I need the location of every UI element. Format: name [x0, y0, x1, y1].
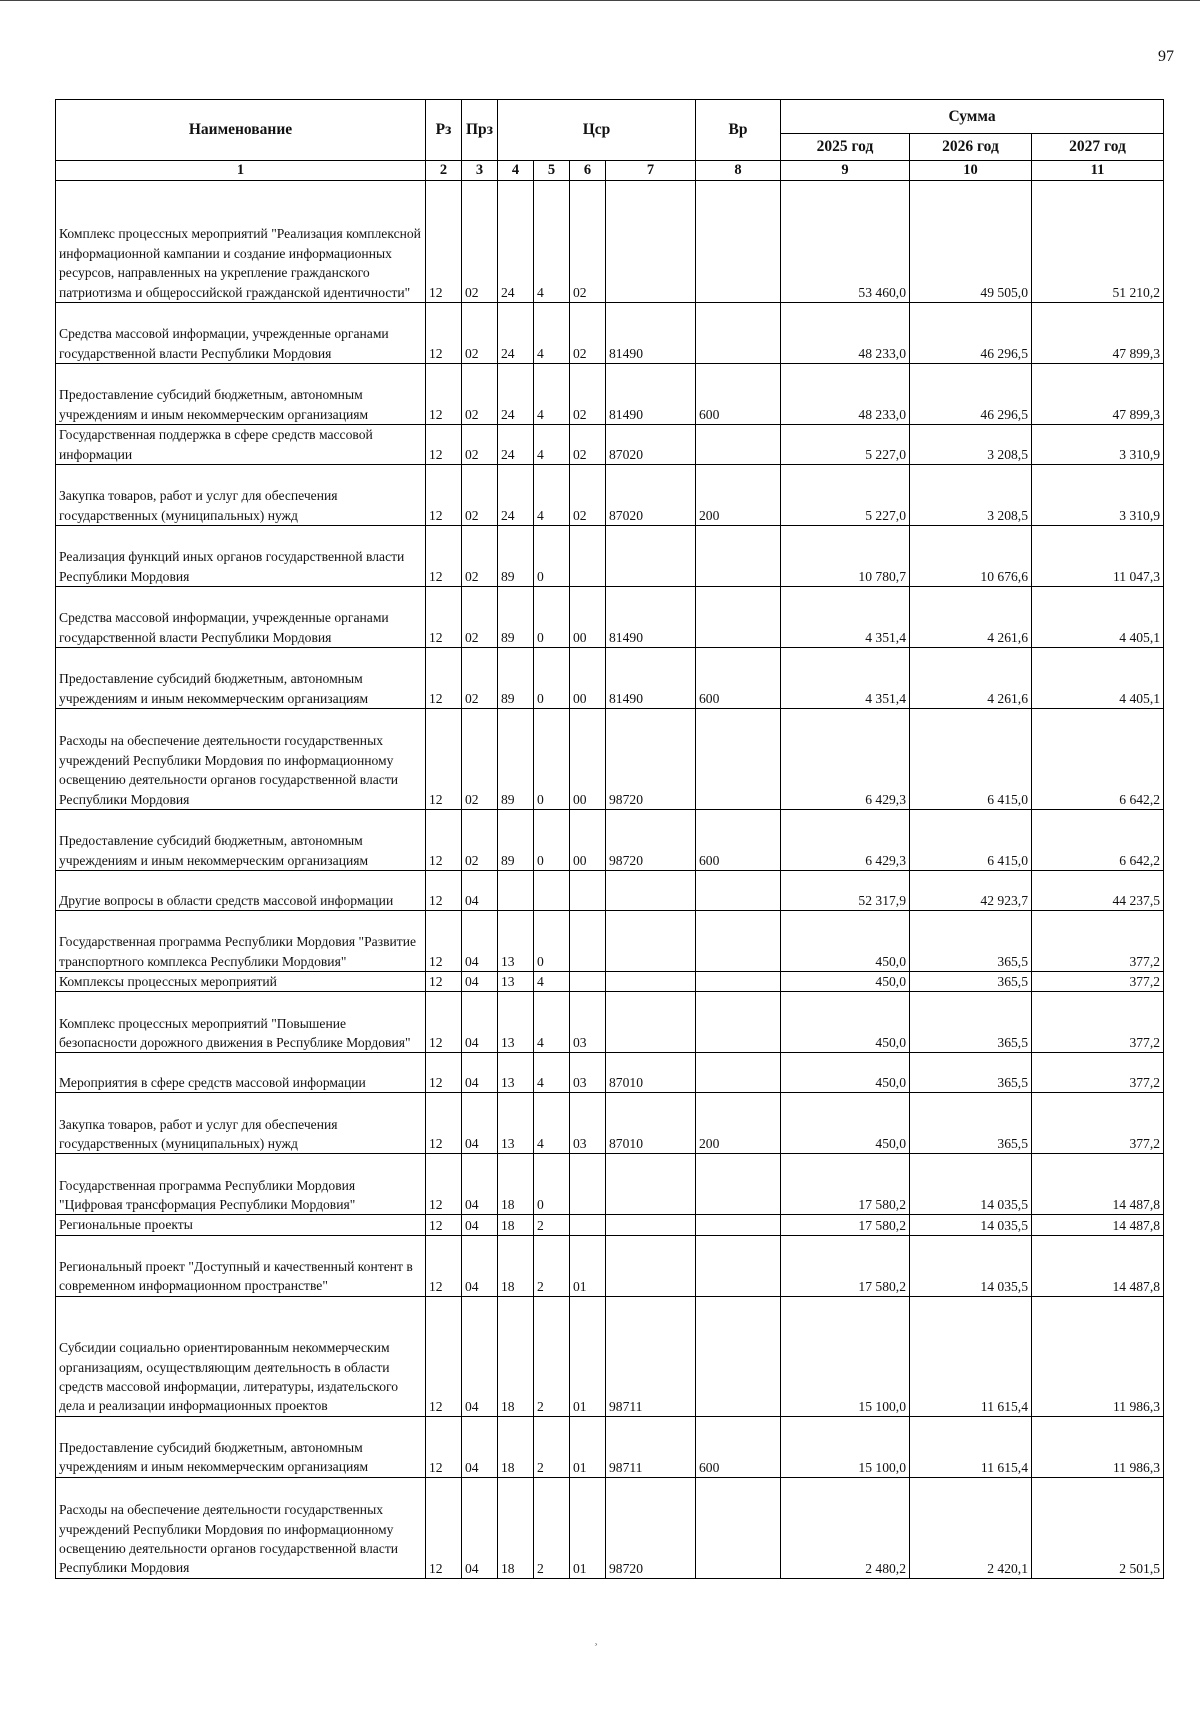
row-sum-2025: 17 580,2 — [781, 1235, 910, 1296]
row-sum-2026: 365,5 — [910, 911, 1032, 972]
row-csr-direction: 98711 — [606, 1416, 696, 1477]
row-vr — [696, 425, 781, 465]
row-csr-subprogram: 02 — [570, 303, 606, 364]
row-vr — [696, 181, 781, 303]
row-vr — [696, 972, 781, 992]
row-name: Расходы на обеспечение деятельности государственных учреждений Республики Мордовия по информационному освещению деятельности органов государственной власти Республики Мордовия — [56, 1477, 426, 1578]
header-year-2027: 2027 год — [1032, 134, 1164, 161]
row-csr-program: 24 — [498, 303, 534, 364]
row-csr-type: 4 — [534, 303, 570, 364]
row-sum-2025: 6 429,3 — [781, 810, 910, 871]
row-name: Средства массовой информации, учрежденные органами государственной власти Республики Мордовия — [56, 303, 426, 364]
row-sum-2026: 14 035,5 — [910, 1235, 1032, 1296]
row-csr-type: 0 — [534, 810, 570, 871]
row-csr-type: 0 — [534, 1154, 570, 1215]
row-prz: 04 — [462, 1477, 498, 1578]
row-rz: 12 — [426, 871, 462, 911]
row-sum-2026: 14 035,5 — [910, 1154, 1032, 1215]
row-csr-direction: 87020 — [606, 425, 696, 465]
row-sum-2026: 6 415,0 — [910, 810, 1032, 871]
row-name: Предоставление субсидий бюджетным, автономным учреждениям и иным некоммерческим организациям — [56, 648, 426, 709]
row-sum-2027: 11 047,3 — [1032, 526, 1164, 587]
row-rz: 12 — [426, 1416, 462, 1477]
table-row — [56, 1416, 1164, 1477]
row-sum-2025: 53 460,0 — [781, 181, 910, 303]
row-rz: 12 — [426, 425, 462, 465]
column-number: 2 — [426, 161, 462, 181]
row-csr-direction: 87010 — [606, 1053, 696, 1093]
table-row — [56, 465, 1164, 526]
row-rz: 12 — [426, 1093, 462, 1154]
row-sum-2027: 11 986,3 — [1032, 1416, 1164, 1477]
row-sum-2026: 365,5 — [910, 1053, 1032, 1093]
row-sum-2026: 46 296,5 — [910, 364, 1032, 425]
row-sum-2025: 5 227,0 — [781, 425, 910, 465]
row-prz: 04 — [462, 992, 498, 1053]
row-csr-subprogram: 02 — [570, 181, 606, 303]
row-name: Средства массовой информации, учрежденные органами государственной власти Республики Мордовия — [56, 587, 426, 648]
row-sum-2025: 6 429,3 — [781, 709, 910, 810]
row-rz: 12 — [426, 526, 462, 587]
row-vr: 200 — [696, 465, 781, 526]
row-sum-2027: 51 210,2 — [1032, 181, 1164, 303]
row-name: Предоставление субсидий бюджетным, автономным учреждениям и иным некоммерческим организациям — [56, 810, 426, 871]
row-prz: 02 — [462, 526, 498, 587]
column-number: 8 — [696, 161, 781, 181]
row-sum-2027: 3 310,9 — [1032, 425, 1164, 465]
row-rz: 12 — [426, 810, 462, 871]
row-prz: 04 — [462, 1215, 498, 1235]
row-sum-2027: 14 487,8 — [1032, 1154, 1164, 1215]
row-sum-2026: 6 415,0 — [910, 709, 1032, 810]
row-sum-2027: 44 237,5 — [1032, 871, 1164, 911]
column-number: 5 — [534, 161, 570, 181]
row-csr-direction — [606, 911, 696, 972]
row-sum-2026: 46 296,5 — [910, 303, 1032, 364]
row-csr-direction: 87020 — [606, 465, 696, 526]
row-vr: 600 — [696, 648, 781, 709]
row-csr-subprogram: 02 — [570, 465, 606, 526]
row-csr-program: 24 — [498, 465, 534, 526]
row-vr: 200 — [696, 1093, 781, 1154]
row-csr-subprogram: 01 — [570, 1296, 606, 1416]
row-sum-2026: 11 615,4 — [910, 1296, 1032, 1416]
row-csr-type: 2 — [534, 1296, 570, 1416]
row-sum-2025: 450,0 — [781, 911, 910, 972]
row-csr-program: 24 — [498, 181, 534, 303]
row-csr-direction: 98711 — [606, 1296, 696, 1416]
row-sum-2026: 2 420,1 — [910, 1477, 1032, 1578]
column-number: 1 — [56, 161, 426, 181]
row-csr-direction — [606, 1215, 696, 1235]
row-csr-subprogram: 01 — [570, 1416, 606, 1477]
row-vr: 600 — [696, 810, 781, 871]
row-csr-type: 4 — [534, 181, 570, 303]
row-vr: 600 — [696, 1416, 781, 1477]
row-sum-2026: 11 615,4 — [910, 1416, 1032, 1477]
row-prz: 04 — [462, 1235, 498, 1296]
header-summa: Сумма — [781, 100, 1164, 134]
row-vr — [696, 1053, 781, 1093]
row-csr-subprogram — [570, 1154, 606, 1215]
row-csr-program: 18 — [498, 1296, 534, 1416]
row-csr-subprogram: 00 — [570, 810, 606, 871]
table-row — [56, 425, 1164, 465]
row-csr-program — [498, 871, 534, 911]
row-prz: 04 — [462, 1416, 498, 1477]
row-name: Субсидии социально ориентированным некоммерческим организациям, осуществляющим деятельность в области средств массовой информации, литературы, издательского дела и реализации информационных проектов — [56, 1296, 426, 1416]
row-csr-direction: 98720 — [606, 1477, 696, 1578]
scan-mark: ¸ — [594, 1632, 598, 1646]
row-csr-type: 0 — [534, 911, 570, 972]
row-sum-2026: 365,5 — [910, 1093, 1032, 1154]
row-sum-2027: 11 986,3 — [1032, 1296, 1164, 1416]
row-rz: 12 — [426, 992, 462, 1053]
row-csr-direction: 98720 — [606, 810, 696, 871]
row-csr-direction — [606, 972, 696, 992]
row-csr-direction — [606, 992, 696, 1053]
row-csr-subprogram: 02 — [570, 364, 606, 425]
row-csr-type: 4 — [534, 972, 570, 992]
row-sum-2025: 52 317,9 — [781, 871, 910, 911]
row-csr-program: 13 — [498, 1093, 534, 1154]
row-sum-2027: 6 642,2 — [1032, 709, 1164, 810]
row-prz: 02 — [462, 709, 498, 810]
row-rz: 12 — [426, 1215, 462, 1235]
row-name: Предоставление субсидий бюджетным, автономным учреждениям и иным некоммерческим организациям — [56, 1416, 426, 1477]
row-vr — [696, 992, 781, 1053]
row-csr-direction — [606, 1235, 696, 1296]
row-sum-2026: 4 261,6 — [910, 587, 1032, 648]
row-prz: 04 — [462, 1053, 498, 1093]
table-row — [56, 992, 1164, 1053]
row-csr-type: 0 — [534, 526, 570, 587]
row-sum-2026: 3 208,5 — [910, 465, 1032, 526]
row-rz: 12 — [426, 1477, 462, 1578]
row-sum-2027: 4 405,1 — [1032, 587, 1164, 648]
row-csr-program: 89 — [498, 526, 534, 587]
row-sum-2025: 450,0 — [781, 992, 910, 1053]
row-csr-program: 18 — [498, 1154, 534, 1215]
row-vr — [696, 1215, 781, 1235]
row-name: Государственная поддержка в сфере средств массовой информации — [56, 425, 426, 465]
header-year-2026: 2026 год — [910, 134, 1032, 161]
row-csr-direction — [606, 1154, 696, 1215]
row-csr-type: 2 — [534, 1416, 570, 1477]
row-csr-program: 89 — [498, 810, 534, 871]
row-rz: 12 — [426, 303, 462, 364]
row-csr-direction — [606, 871, 696, 911]
row-vr — [696, 1154, 781, 1215]
row-rz: 12 — [426, 465, 462, 526]
row-vr — [696, 587, 781, 648]
row-vr — [696, 303, 781, 364]
row-sum-2025: 5 227,0 — [781, 465, 910, 526]
row-sum-2026: 365,5 — [910, 972, 1032, 992]
row-sum-2025: 15 100,0 — [781, 1416, 910, 1477]
row-csr-direction — [606, 526, 696, 587]
header-rz: Рз — [426, 100, 462, 161]
table-row — [56, 526, 1164, 587]
row-vr — [696, 1477, 781, 1578]
row-prz: 02 — [462, 587, 498, 648]
table-row — [56, 364, 1164, 425]
row-sum-2025: 450,0 — [781, 1053, 910, 1093]
row-sum-2027: 377,2 — [1032, 1093, 1164, 1154]
table-row — [56, 911, 1164, 972]
row-prz: 02 — [462, 364, 498, 425]
header-prz: Прз — [462, 100, 498, 161]
row-prz: 02 — [462, 648, 498, 709]
row-name: Государственная программа Республики Мордовия "Цифровая трансформация Республики Мордовия" — [56, 1154, 426, 1215]
row-csr-program: 89 — [498, 587, 534, 648]
table-row — [56, 1477, 1164, 1578]
row-vr — [696, 1296, 781, 1416]
table-row — [56, 181, 1164, 303]
row-csr-type: 0 — [534, 587, 570, 648]
row-prz: 02 — [462, 181, 498, 303]
row-prz: 02 — [462, 810, 498, 871]
row-csr-program: 18 — [498, 1235, 534, 1296]
row-csr-type: 4 — [534, 992, 570, 1053]
row-vr — [696, 911, 781, 972]
row-csr-program: 24 — [498, 364, 534, 425]
row-sum-2027: 377,2 — [1032, 992, 1164, 1053]
row-sum-2025: 17 580,2 — [781, 1215, 910, 1235]
row-prz: 04 — [462, 911, 498, 972]
table-row — [56, 871, 1164, 911]
row-sum-2026: 4 261,6 — [910, 648, 1032, 709]
row-sum-2025: 4 351,4 — [781, 587, 910, 648]
row-sum-2025: 2 480,2 — [781, 1477, 910, 1578]
row-sum-2025: 17 580,2 — [781, 1154, 910, 1215]
row-name: Комплекс процессных мероприятий "Повышение безопасности дорожного движения в Республике Мордовия" — [56, 992, 426, 1053]
column-number: 10 — [910, 161, 1032, 181]
budget-table — [55, 99, 1164, 1579]
row-rz: 12 — [426, 1235, 462, 1296]
row-vr: 600 — [696, 364, 781, 425]
row-csr-program: 13 — [498, 911, 534, 972]
row-csr-subprogram: 03 — [570, 1093, 606, 1154]
table-row — [56, 709, 1164, 810]
row-prz: 04 — [462, 871, 498, 911]
row-csr-subprogram — [570, 972, 606, 992]
row-csr-subprogram: 02 — [570, 425, 606, 465]
row-csr-program: 13 — [498, 972, 534, 992]
header-name: Наименование — [56, 100, 426, 161]
row-prz: 04 — [462, 1154, 498, 1215]
row-csr-subprogram — [570, 1215, 606, 1235]
column-number: 11 — [1032, 161, 1164, 181]
row-csr-program: 89 — [498, 709, 534, 810]
row-csr-type — [534, 871, 570, 911]
row-name: Государственная программа Республики Мордовия "Развитие транспортного комплекса Республики Мордовия" — [56, 911, 426, 972]
column-number: 7 — [606, 161, 696, 181]
row-sum-2027: 377,2 — [1032, 972, 1164, 992]
row-csr-type: 2 — [534, 1215, 570, 1235]
row-csr-program: 89 — [498, 648, 534, 709]
row-csr-direction — [606, 181, 696, 303]
row-csr-program: 13 — [498, 992, 534, 1053]
row-name: Закупка товаров, работ и услуг для обеспечения государственных (муниципальных) нужд — [56, 1093, 426, 1154]
column-number: 3 — [462, 161, 498, 181]
row-sum-2027: 47 899,3 — [1032, 303, 1164, 364]
row-sum-2026: 365,5 — [910, 992, 1032, 1053]
row-sum-2026: 49 505,0 — [910, 181, 1032, 303]
row-csr-program: 18 — [498, 1477, 534, 1578]
row-sum-2025: 48 233,0 — [781, 303, 910, 364]
row-csr-subprogram: 00 — [570, 587, 606, 648]
header-vr: Вр — [696, 100, 781, 161]
row-prz: 04 — [462, 972, 498, 992]
row-rz: 12 — [426, 972, 462, 992]
row-sum-2026: 42 923,7 — [910, 871, 1032, 911]
table-row — [56, 972, 1164, 992]
column-number: 6 — [570, 161, 606, 181]
table-row — [56, 1235, 1164, 1296]
row-csr-type: 0 — [534, 709, 570, 810]
row-csr-subprogram: 01 — [570, 1235, 606, 1296]
row-csr-type: 4 — [534, 465, 570, 526]
row-rz: 12 — [426, 648, 462, 709]
row-csr-direction: 81490 — [606, 303, 696, 364]
row-csr-direction: 81490 — [606, 364, 696, 425]
row-rz: 12 — [426, 1053, 462, 1093]
row-sum-2025: 4 351,4 — [781, 648, 910, 709]
row-csr-subprogram: 00 — [570, 648, 606, 709]
row-sum-2025: 450,0 — [781, 972, 910, 992]
table-row — [56, 587, 1164, 648]
row-rz: 12 — [426, 587, 462, 648]
row-rz: 12 — [426, 181, 462, 303]
row-vr — [696, 1235, 781, 1296]
row-rz: 12 — [426, 1154, 462, 1215]
row-csr-program: 13 — [498, 1053, 534, 1093]
row-csr-subprogram: 03 — [570, 1053, 606, 1093]
row-sum-2026: 10 676,6 — [910, 526, 1032, 587]
row-rz: 12 — [426, 911, 462, 972]
row-sum-2026: 3 208,5 — [910, 425, 1032, 465]
row-name: Региональный проект "Доступный и качественный контент в современном информационном пространстве" — [56, 1235, 426, 1296]
column-number-row — [56, 161, 1164, 181]
row-prz: 02 — [462, 303, 498, 364]
row-prz: 04 — [462, 1296, 498, 1416]
row-csr-subprogram — [570, 526, 606, 587]
row-vr — [696, 709, 781, 810]
row-vr — [696, 871, 781, 911]
table-row — [56, 1296, 1164, 1416]
table-row — [56, 810, 1164, 871]
row-rz: 12 — [426, 364, 462, 425]
row-sum-2027: 3 310,9 — [1032, 465, 1164, 526]
table-row — [56, 1215, 1164, 1235]
row-name: Расходы на обеспечение деятельности государственных учреждений Республики Мордовия по информационному освещению деятельности органов государственной власти Республики Мордовия — [56, 709, 426, 810]
row-csr-type: 4 — [534, 364, 570, 425]
row-name: Предоставление субсидий бюджетным, автономным учреждениям и иным некоммерческим организациям — [56, 364, 426, 425]
row-sum-2027: 2 501,5 — [1032, 1477, 1164, 1578]
row-prz: 02 — [462, 425, 498, 465]
row-sum-2025: 450,0 — [781, 1093, 910, 1154]
table-row — [56, 1154, 1164, 1215]
row-sum-2025: 15 100,0 — [781, 1296, 910, 1416]
row-csr-type: 4 — [534, 1053, 570, 1093]
row-csr-subprogram: 01 — [570, 1477, 606, 1578]
row-name: Закупка товаров, работ и услуг для обеспечения государственных (муниципальных) нужд — [56, 465, 426, 526]
row-sum-2025: 48 233,0 — [781, 364, 910, 425]
row-sum-2027: 377,2 — [1032, 911, 1164, 972]
page-number: 97 — [1158, 48, 1174, 65]
row-name: Комплексы процессных мероприятий — [56, 972, 426, 992]
row-csr-subprogram — [570, 911, 606, 972]
row-csr-type: 0 — [534, 648, 570, 709]
top-rule — [0, 0, 1200, 1]
row-name: Мероприятия в сфере средств массовой информации — [56, 1053, 426, 1093]
header-csr: Цср — [498, 100, 696, 161]
row-csr-program: 18 — [498, 1215, 534, 1235]
row-rz: 12 — [426, 709, 462, 810]
row-csr-type: 2 — [534, 1235, 570, 1296]
column-number: 4 — [498, 161, 534, 181]
row-rz: 12 — [426, 1296, 462, 1416]
row-csr-program: 18 — [498, 1416, 534, 1477]
row-sum-2025: 10 780,7 — [781, 526, 910, 587]
row-prz: 02 — [462, 465, 498, 526]
table-row — [56, 648, 1164, 709]
row-csr-subprogram: 00 — [570, 709, 606, 810]
row-prz: 04 — [462, 1093, 498, 1154]
row-sum-2027: 14 487,8 — [1032, 1215, 1164, 1235]
table-row — [56, 1093, 1164, 1154]
row-csr-type: 2 — [534, 1477, 570, 1578]
row-csr-subprogram: 03 — [570, 992, 606, 1053]
row-csr-direction: 81490 — [606, 648, 696, 709]
row-csr-program: 24 — [498, 425, 534, 465]
row-csr-direction: 98720 — [606, 709, 696, 810]
row-sum-2027: 6 642,2 — [1032, 810, 1164, 871]
row-name: Комплекс процессных мероприятий "Реализация комплексной информационной кампании и создание информационных ресурсов, направленных на укрепление гражданского патриотизма и общероссийской гражданской идентичности" — [56, 181, 426, 303]
row-csr-type: 4 — [534, 1093, 570, 1154]
row-name: Реализация функций иных органов государственной власти Республики Мордовия — [56, 526, 426, 587]
row-sum-2027: 47 899,3 — [1032, 364, 1164, 425]
row-sum-2026: 14 035,5 — [910, 1215, 1032, 1235]
row-csr-type: 4 — [534, 425, 570, 465]
table-row — [56, 303, 1164, 364]
column-number: 9 — [781, 161, 910, 181]
row-csr-subprogram — [570, 871, 606, 911]
row-csr-direction: 87010 — [606, 1093, 696, 1154]
row-name: Региональные проекты — [56, 1215, 426, 1235]
row-vr — [696, 526, 781, 587]
row-sum-2027: 4 405,1 — [1032, 648, 1164, 709]
table-row — [56, 1053, 1164, 1093]
row-name: Другие вопросы в области средств массовой информации — [56, 871, 426, 911]
row-csr-direction: 81490 — [606, 587, 696, 648]
row-sum-2027: 14 487,8 — [1032, 1235, 1164, 1296]
header-year-2025: 2025 год — [781, 134, 910, 161]
row-sum-2027: 377,2 — [1032, 1053, 1164, 1093]
